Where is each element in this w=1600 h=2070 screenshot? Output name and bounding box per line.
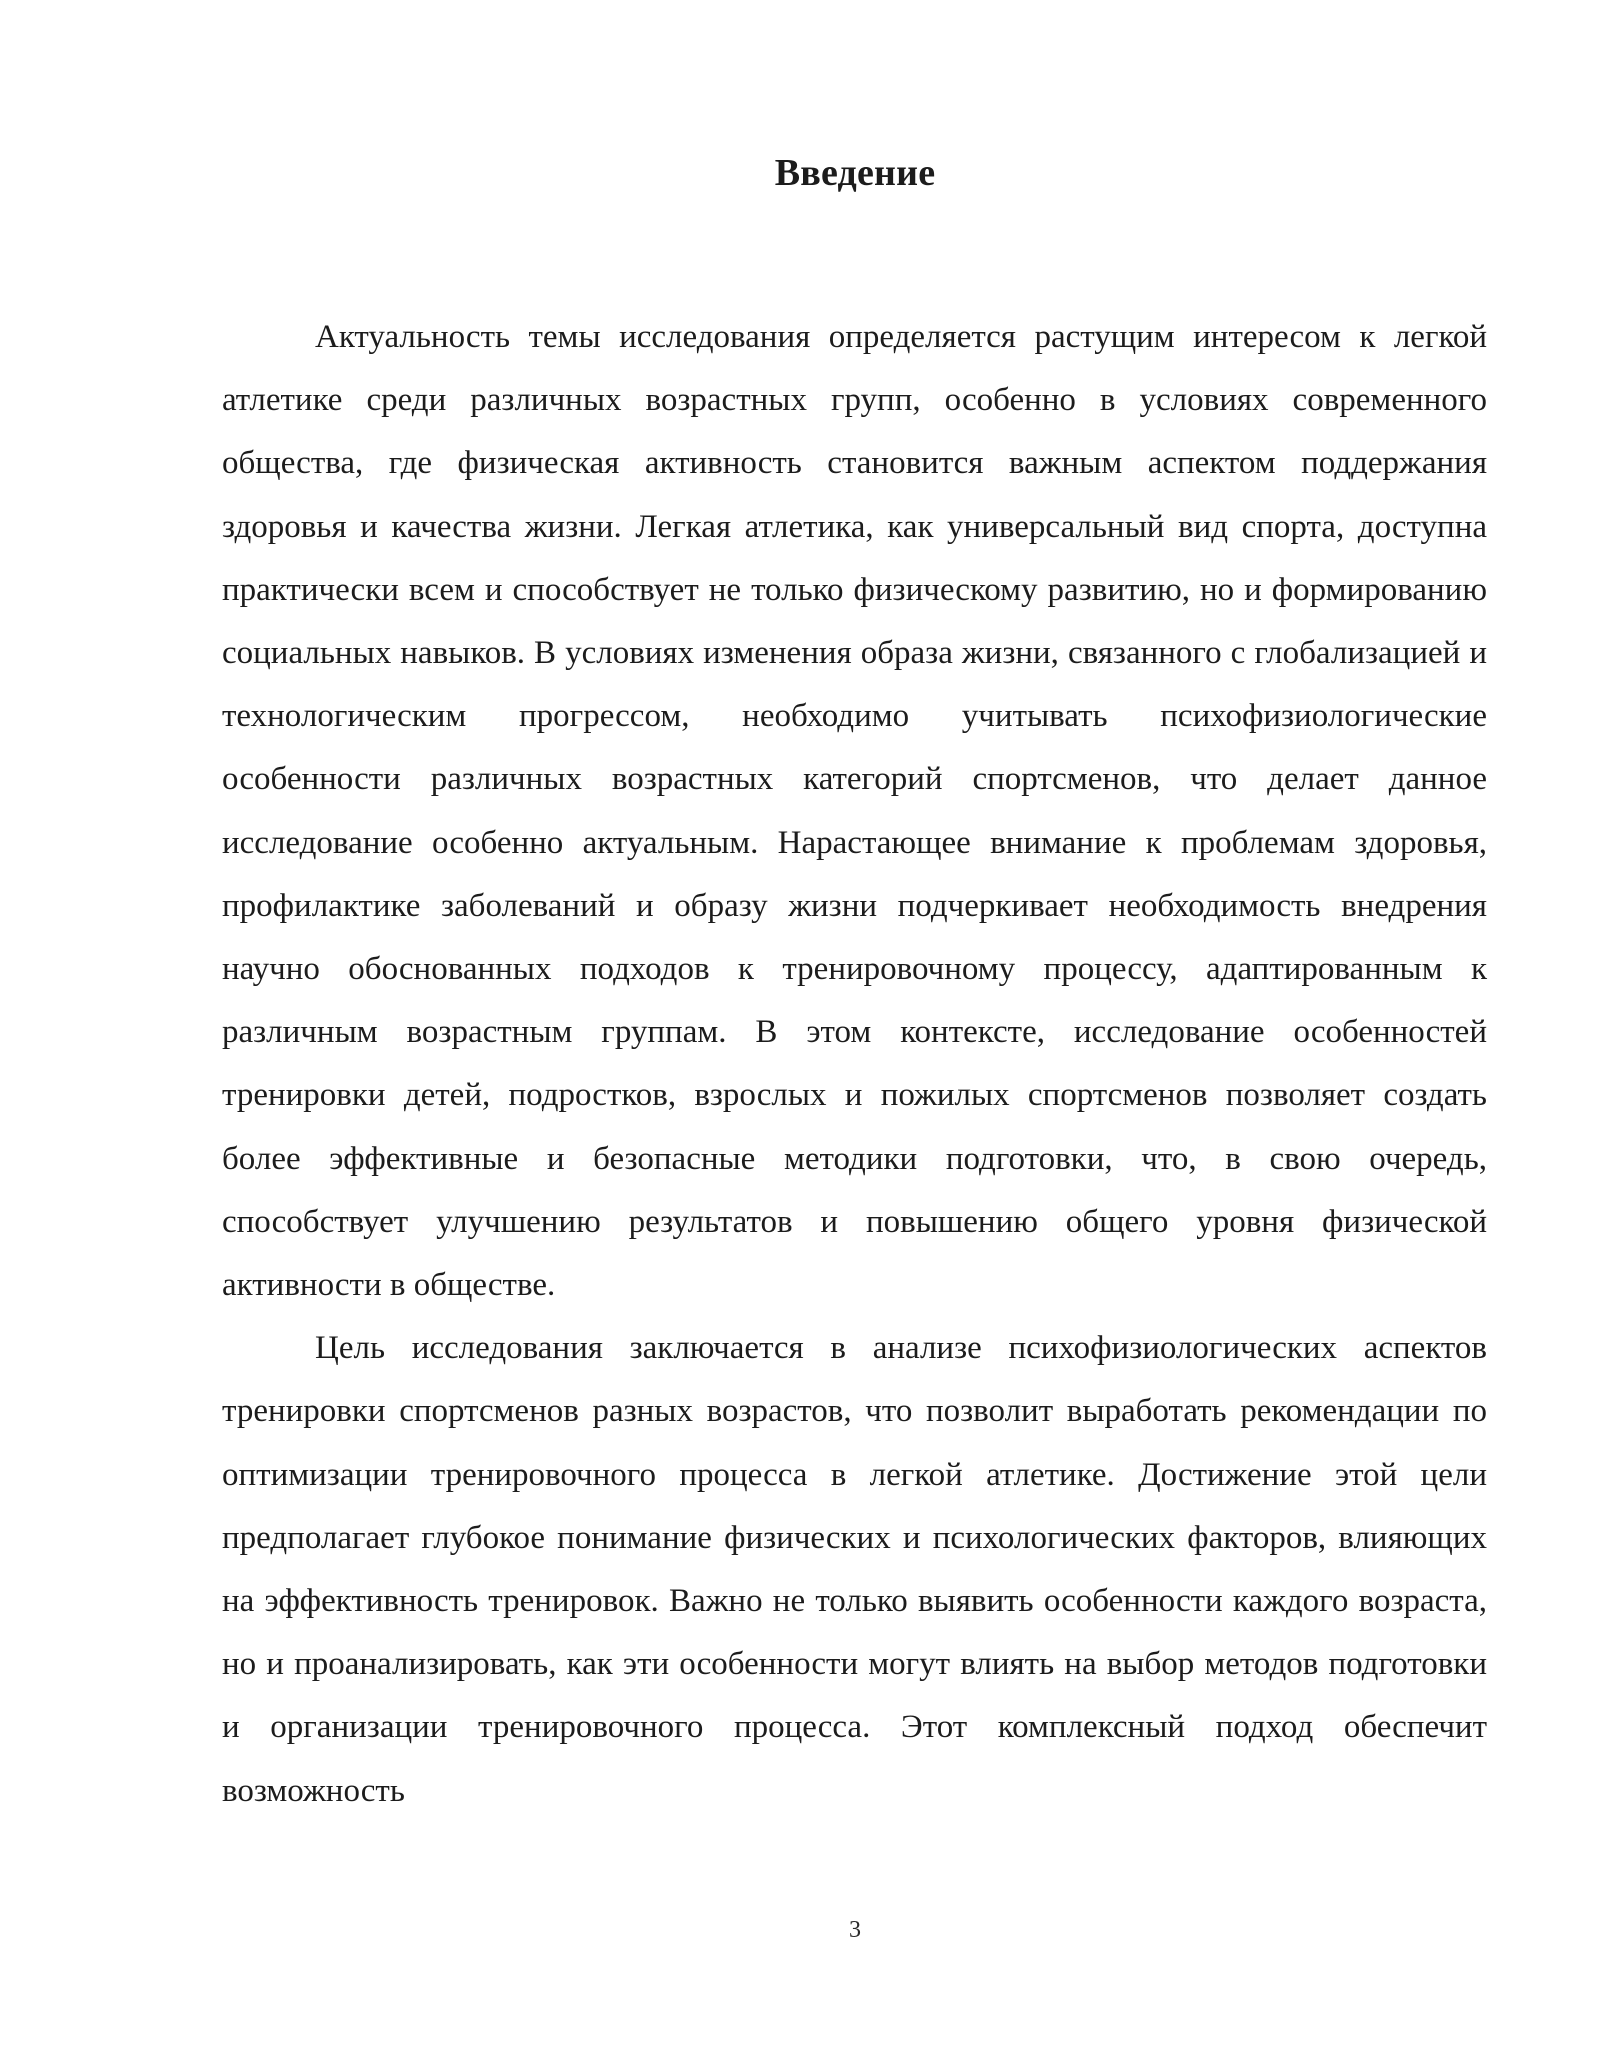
page-title: Введение [774, 152, 936, 194]
paragraph-relevance: Актуальность темы исследования определяется растущим интересом к легкой атлетике среди различных возрастных групп, особенно в условиях современного общества, где физическая активность становится важным аспектом поддержания здоровья и качества жизни. Легкая атлетика, как универсальный вид спорта, доступна практически всем и способствует не только физическому развитию, но и формированию социальных навыков. В условиях изменения образа жизни, связанного с глобализацией и технологическим прогрессом, необходимо учитывать психофизиологические особенности различных возрастных категорий спортсменов, что делает данное исследование особенно актуальным. Нарастающее внимание к проблемам здоровья, профилактике заболеваний и образу жизни подчеркивает необходимость внедрения научно обоснованных подходов к тренировочному процессу, адаптированным к различным возрастным группам. В этом контексте, исследование особенностей тренировки детей, подростков, взрослых и пожилых спортсменов позволяет создать более эффективные и безопасные методики подготовки, что, в свою очередь, способствует улучшению результатов и повышению общего уровня физической активности в обществе. [222, 319, 1487, 1304]
paragraph-goal: Цель исследования заключается в анализе психофизиологических аспектов тренировки спортсменов разных возрастов, что позволит выработать рекомендации по оптимизации тренировочного процесса в легкой атлетике. Достижение этой цели предполагает глубокое понимание физических и психологических факторов, влияющих на эффективность тренировок. Важно не только выявить особенности каждого возраста, но и проанализировать, как эти особенности могут влиять на выбор методов подготовки и организации тренировочного процесса. Этот комплексный подход обеспечит возможность [222, 1330, 1487, 1809]
page-number: 3 [849, 1917, 861, 1943]
document-body [222, 306, 1487, 1823]
